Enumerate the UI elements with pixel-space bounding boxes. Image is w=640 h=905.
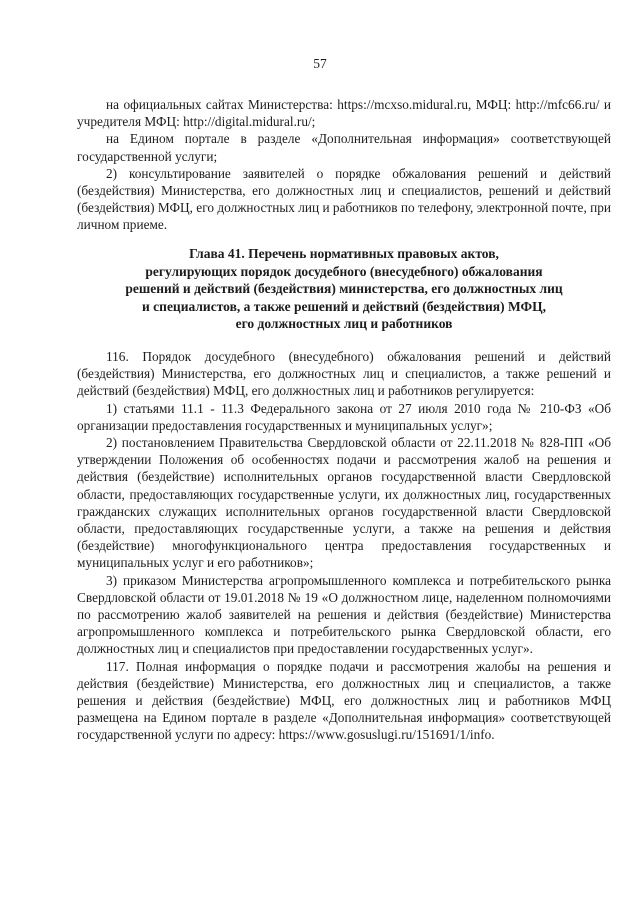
paragraph-unified-portal: на Едином портале в разделе «Дополнительная информация» соответствующей государственной услуги; [77,131,611,164]
paragraph-federal-law: 1) статьями 11.1 - 11.3 Федерального закона от 27 июля 2010 года № 210-ФЗ «Об организации предоставления государственных и муниципальных услуг»; [77,400,611,433]
page-number: 57 [313,56,327,71]
chapter-title-line: регулирующих порядок досудебного (внесудебного) обжалования [145,263,543,279]
paragraph-consultation: 2) консультирование заявителей о порядке обжалования решений и действий (бездействия) Министерства, его должностных лиц и специалистов, решений и действий (бездействия) МФЦ, его должностных лиц и работников по телефону, электронной почте, при личном приеме. [77,165,611,233]
paragraph-government-resolution: 2) постановлением Правительства Свердловской области от 22.11.2018 № 828-ПП «Об утверждении Положения об особенностях подачи и рассмотрения жалоб на решения и действия (бездействие) исполнительных органов государственной власти Свердловской области, предоставляющих государственные услуги, их должностных лиц, государственных гражданских служащих исполнительных органов государственной власти Свердловской области, предоставляющих государственные услуги, а также на решения и действия (бездействие) многофункционального центра предоставления государственных и муниципальных услуг и его работников»; [77,435,611,571]
intro-section [77,96,611,234]
paragraph-116: 116. Порядок досудебного (внесудебного) обжалования решений и действий (бездействия) Министерства, его должностных лиц и специалистов, а также решений и действий (бездействия) МФЦ, его должностных лиц и работников регулируется: [77,349,611,399]
chapter-title-line: Глава 41. Перечень нормативных правовых актов, [189,246,499,261]
chapter-title-line: и специалистов, а также решений и действий (бездействия) МФЦ, [142,298,546,314]
chapter-title-line: его должностных лиц и работников [235,316,453,331]
chapter-title-line: решений и действий (бездействия) министерства, его должностных лиц [125,281,563,296]
regulations-section [77,348,611,744]
paragraph-official-sites: на официальных сайтах Министерства: https://mcxso.midural.ru, МФЦ: http://mfc66.ru/ и учредителя МФЦ: http://digital.midural.ru/; [77,97,611,130]
chapter-title [77,245,611,333]
paragraph-117: 117. Полная информация о порядке подачи и рассмотрения жалобы на решения и действия (бездействие) Министерства, его должностных лиц и специалистов, а также решения и действия (бездействие) МФЦ, его должностных лиц и работников МФЦ размещена на Едином портале в разделе «Дополнительная информация» соответствующей государственной услуги по адресу: https://www.gosuslugi.ru/151691/1/info. [77,658,611,743]
paragraph-ministry-order: 3) приказом Министерства агропромышленного комплекса и потребительского рынка Свердловской области от 19.01.2018 № 19 «О должностном лице, наделенном полномочиями по рассмотрению жалоб заявителей на решения и действия (бездействие) Министерства агропромышленного комплекса и потребительского рынка Свердловской области, его должностных лиц и специалистов при предоставлении государственных услуг». [77,572,611,657]
